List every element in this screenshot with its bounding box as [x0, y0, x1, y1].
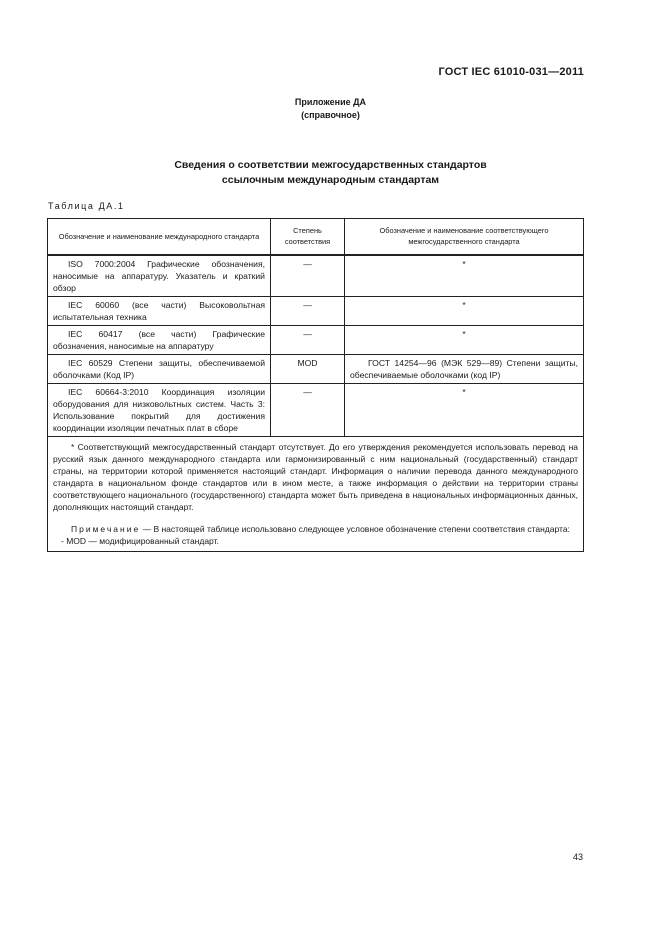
table-row	[48, 325, 584, 354]
cell-interstate-standard: *	[345, 255, 584, 297]
page-title	[0, 158, 661, 188]
cell-interstate-standard: *	[345, 325, 584, 354]
appendix-heading	[0, 96, 661, 122]
cell-degree: MOD	[271, 354, 345, 383]
footnote-cell	[48, 436, 584, 551]
cell-international-standard: IEC 60529 Степени защиты, обеспечиваемой оболочками (Код IP)	[48, 354, 271, 383]
table-footnote-row	[48, 436, 584, 551]
cell-interstate-standard: *	[345, 383, 584, 436]
cell-degree: —	[271, 325, 345, 354]
table-row	[48, 255, 584, 297]
table-header-row	[48, 219, 584, 255]
table-row	[48, 383, 584, 436]
cell-degree: —	[271, 383, 345, 436]
page-title-line-1: Сведения о соответствии межгосударственных стандартов	[174, 159, 487, 171]
header-degree-of-conformity: Степень соответствия	[271, 219, 345, 255]
cell-international-standard: ISO 7000:2004 Графические обозначения, наносимые на аппаратуру. Указатель и краткий обзор	[48, 255, 271, 297]
table-row	[48, 296, 584, 325]
standards-table	[47, 218, 584, 552]
footnote-text: * Соответствующий межгосударственный стандарт отсутствует. До его утверждения рекомендуется использовать перевод на русский язык данного международного стандарта или гармонизированный с ним национальный (государственный) стандарт страны, на территории которой применяется настоящий стандарт. Информация о наличии перевода данного международного стандарта в национальном фонде стандартов или в ином месте, а также информация о действии на территории страны соответствующего национального (государственного) стандарта может быть приведена в национальных информационных данных, дополняющих настоящий стандарт.	[53, 441, 578, 512]
cell-interstate-standard: *	[345, 296, 584, 325]
cell-interstate-standard: ГОСТ 14254—96 (МЭК 529—89) Степени защиты, обеспечиваемые оболочками (код IP)	[345, 354, 584, 383]
table-row	[48, 354, 584, 383]
table-caption: Таблица ДА.1	[48, 201, 125, 211]
header-interstate-standard: Обозначение и наименование соответствующего межгосударственного стандарта	[345, 219, 584, 255]
cell-international-standard: IEC 60417 (все части) Графические обозначения, наносимые на аппаратуру	[48, 325, 271, 354]
cell-degree: —	[271, 255, 345, 297]
table-note	[53, 523, 578, 535]
cell-international-standard: IEC 60664-3:2010 Координация изоляции оборудования для низковольтных систем. Часть 3: Использование покрытий для достижения координации изоляции печатных плат в сборе	[48, 383, 271, 436]
header-international-standard: Обозначение и наименование международного стандарта	[48, 219, 271, 255]
cell-international-standard: IEC 60060 (все части) Высоковольтная испытательная техника	[48, 296, 271, 325]
abbreviation-definition: - MOD — модифицированный стандарт.	[61, 535, 219, 546]
note-text: — В настоящей таблице использовано следующее условное обозначение степени соответствия стандарта:	[142, 523, 570, 534]
page-title-line-2: ссылочным международным стандартам	[221, 174, 440, 186]
note-label: Примечание	[71, 523, 141, 534]
standards-table-container	[47, 218, 583, 552]
document-code: ГОСТ IEC 61010-031—2011	[438, 66, 584, 78]
cell-degree: —	[271, 296, 345, 325]
appendix-subtitle: (справочное)	[301, 110, 360, 120]
page-number: 43	[572, 852, 583, 862]
appendix-title: Приложение ДА	[294, 97, 367, 107]
